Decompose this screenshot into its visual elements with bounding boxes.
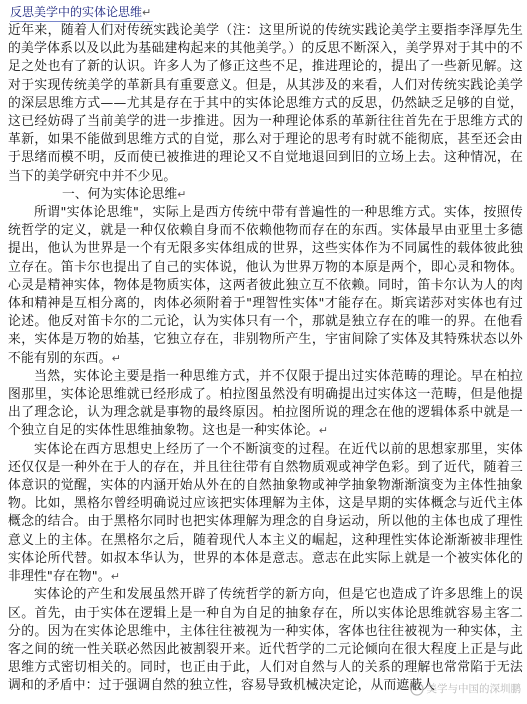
intro-text: 近年来，随着人们对传统实践论美学（注：这里所说的传统实践论美学主要指李泽厚先生的美学体系以及以此为基础建构起来的其他美学。）的反思不断深入，美学界对于其中的不足之处也有了新的认识。许多人为了修正这些不足，推进理论的，提出了一些新见解。这对于实现传统美学的革新具有重要意义。但是，从其涉及的来看，人们对传统实践论美学的深层思维方式——尤其是存在于其中的实体论思维方式的反思，仍然缺乏足够的自觉，这已经妨碍了当前美学的进一步推进。因为一种理论体系的革新往往首先在于思维方式的革新，如果不能做到思维方式的自觉，那么对于理论的思考有时就不能彻底，甚至还会由于思绪而模不明，反而使已被推进的理论又不自觉地退回到旧的立场上去。这种情况，在当下的美学研究中并不少见。 [8, 23, 523, 184]
section-heading [8, 186, 523, 204]
paragraph-2-text: 当然，实体论主要是指一种思维方式，并不仅限于提出过实体范畴的理论。早在柏拉图那里，实体论思维就已经形成了。柏拉图虽然没有明确提出过实体这一范畴，但是他提出了理念论，认为理念就是事物的最终原因。柏拉图所说的理念在他的逻辑体系中就是一个独立自足的实体性思维抽象物。这也是一种实体论。 [8, 368, 523, 439]
paragraph-4-text: 实体论的产生和发展虽然开辟了传统哲学的新方向，但是它也造成了许多思维上的误区。首先，由于实体在逻辑上是一种自为自足的抽象存在，所以实体论思维就容易主客二分的。因为在实体论思维中，主体往往被视为一种实体，客体也往往被视为一种实体，主客之间的统一性关联必然因此被割裂开来。近代哲学的二元论倾向在很大程度上正是与此思维方式密切相关的。同时，也正由于此，人们对自然与人的关系的理解也常常陷于无法调和的矛盾中：过于强调自然的独立性，容易导致机械决定论，从而遮蔽人 [8, 587, 523, 694]
paragraph-3-text: 实体论在西方思想史上经历了一个不断演变的过程。在近代以前的思想家那里，实体还仅仅是一种外在于人的存在，并且往往带有自然物质观或神学色彩。到了近代，随着三体意识的觉醒，实体的内涵开始从外在的自然抽象物或神学抽象物渐渐演变为主体性抽象物。比如，黑格尔曾经明确说过应该把实体理解为主体，这是早期的实体概念与近代主体概念的结合。由于黑格尔同时也把实体理解为理念的自身运动，所以他的主体也成了理性意义上的主体。在黑格尔之后，随着现代人本主义的崛起，这种理性实体论渐渐被非理性实体论所代替。如叔本华认为，世界的本体是意志。意志在此实际上就是一个被实体化的非理性"存在物"。 [8, 441, 523, 585]
intro-paragraph [8, 22, 523, 186]
paragraph-4 [8, 586, 523, 695]
document-title-text: 反思美学中的实体论思维 [10, 5, 143, 19]
watermark [410, 681, 522, 696]
document-title [10, 4, 153, 22]
pilcrow-mark: ↵ [142, 6, 152, 19]
pilcrow-mark: ↵ [110, 570, 121, 584]
paragraph-2 [8, 368, 523, 441]
watermark-text: 美学与中国的深圳鹏 [426, 683, 521, 695]
watermark-logo-icon [410, 682, 424, 696]
paragraph-3 [8, 441, 523, 587]
section-heading-text: 一、何为实体论思维 [62, 186, 178, 202]
paragraph-1 [8, 204, 523, 368]
paragraph-1-text: 所谓"实体论思维"，实际上是西方传统中带有普遍性的一种思维方式。实体，按照传统哲学的定义，就是一种仅依赖自身而不依赖他物而存在的东西。实体最早由亚里士多德提出，他认为世界是一个有无限多实体组成的世界，这些实体作为不同属性的载体彼此独立存在。笛卡尔也提出了自己的实体说，他认为世界万物的本原是两个，即心灵和物体。心灵是精神实体，物体是物质实体，这两者彼此独立互不依赖。同时，笛卡尔认为人的肉体和精神是互相分离的，肉体必须附着于"理智性实体"才能存在。斯宾诺莎对实体也有过论述。他反对笛卡尔的二元论，认为实体只有一个，那就是独立存在的唯一的界。在他看来，实体是万物的始基，它独立存在，非别物所产生，宇宙间除了实体及其特殊状态以外不能有别的东西。 [8, 205, 523, 366]
pilcrow-mark: ↵ [177, 187, 187, 201]
pilcrow-mark: ↵ [111, 351, 121, 365]
pilcrow-mark: ↵ [318, 424, 329, 438]
